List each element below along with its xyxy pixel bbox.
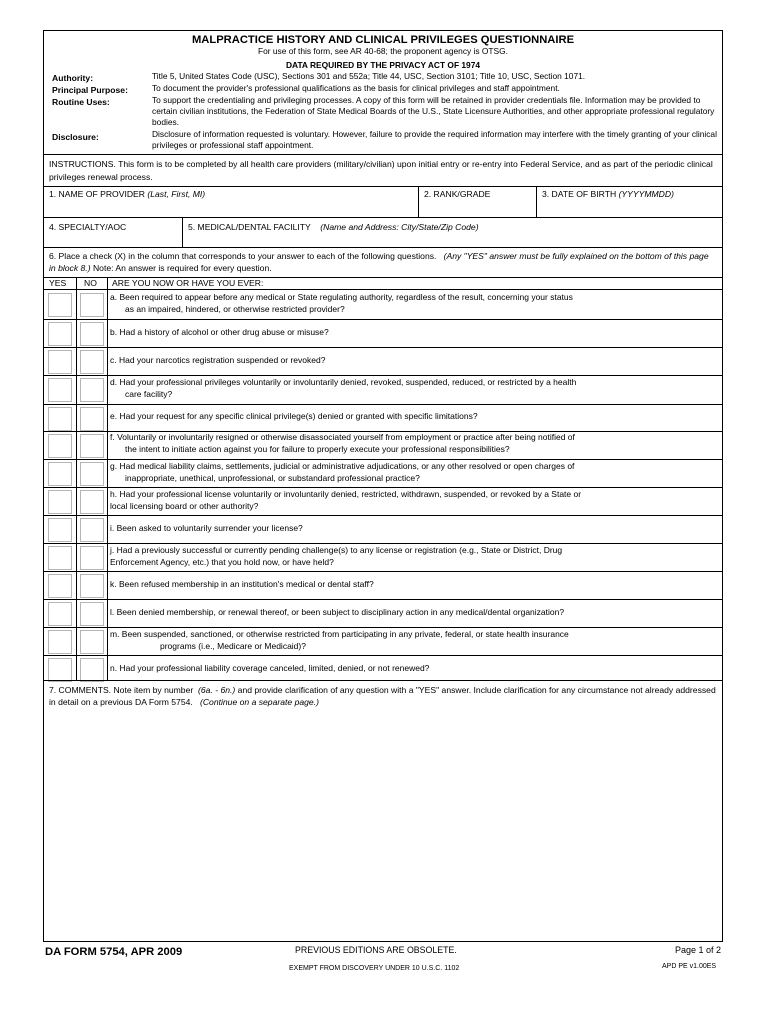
name-of-provider-field[interactable] bbox=[48, 200, 414, 215]
question-g-text: g. Had medical liability claims, settlements, judicial or administrative adjudications, or any other resolved or open charges of inappropriate, unethical, unprofessional, or substandard professional practice? bbox=[110, 461, 575, 483]
question-n-yes-checkbox[interactable] bbox=[48, 658, 72, 682]
date-of-birth-label: 3. DATE OF BIRTH (YYYYMMDD) bbox=[542, 189, 674, 199]
divider bbox=[44, 375, 722, 376]
medical-dental-facility-label: 5. MEDICAL/DENTAL FACILITY (Name and Address: City/State/Zip Code) bbox=[188, 222, 479, 232]
divider bbox=[44, 680, 722, 681]
question-m-no-checkbox[interactable] bbox=[80, 630, 104, 654]
questions-heading: ARE YOU NOW OR HAVE YOU EVER: bbox=[112, 278, 264, 288]
divider bbox=[44, 217, 722, 218]
divider bbox=[44, 655, 722, 656]
question-k-text: k. Been refused membership in an institution's medical or dental staff? bbox=[110, 579, 374, 589]
question-a-no-checkbox[interactable] bbox=[80, 293, 104, 317]
disclosure-text: Disclosure of information requested is voluntary. However, failure to provide the required information may interfere with the timely granting of your clinical privileges or professional staff appointment. bbox=[152, 129, 717, 150]
divider bbox=[44, 571, 722, 572]
specialty-aoc-field[interactable] bbox=[48, 233, 178, 245]
yes-column-header: YES bbox=[49, 278, 67, 288]
question-n-no-checkbox[interactable] bbox=[80, 658, 104, 682]
question-c-yes-checkbox[interactable] bbox=[48, 350, 72, 374]
question-b-yes-checkbox[interactable] bbox=[48, 322, 72, 346]
question-j-no-checkbox[interactable] bbox=[80, 546, 104, 570]
question-m-text: m. Been suspended, sanctioned, or otherwise restricted from participating in any private, federal, or state health insurance programs (i.e., Medicare or Medicaid)? bbox=[110, 629, 569, 651]
divider bbox=[44, 543, 722, 544]
question-a-text: a. Been required to appear before any medical or State regulating authority, regardless of the result, concerning your status as an impaired, hindered, or otherwise restricted provider? bbox=[110, 292, 573, 314]
question-d-yes-checkbox[interactable] bbox=[48, 378, 72, 402]
routine-label: Routine Uses: bbox=[52, 97, 110, 107]
question-a-yes-checkbox[interactable] bbox=[48, 293, 72, 317]
divider bbox=[44, 515, 722, 516]
question-h-yes-checkbox[interactable] bbox=[48, 490, 72, 514]
question-d-no-checkbox[interactable] bbox=[80, 378, 104, 402]
divider bbox=[418, 186, 419, 217]
page-number: Page 1 of 2 bbox=[675, 945, 722, 955]
question-k-no-checkbox[interactable] bbox=[80, 574, 104, 598]
divider bbox=[536, 186, 537, 217]
divider bbox=[44, 487, 722, 488]
obsolete-notice: PREVIOUS EDITIONS ARE OBSOLETE. bbox=[295, 945, 457, 955]
question-g-no-checkbox[interactable] bbox=[80, 462, 104, 486]
authority-text: Title 5, United States Code (USC), Sections 301 and 552a; Title 44, USC, Section 3101; Title 10, USC, Section 1071. bbox=[152, 71, 586, 81]
privacy-heading: DATA REQUIRED BY THE PRIVACY ACT OF 1974 bbox=[285, 60, 481, 70]
question-l-yes-checkbox[interactable] bbox=[48, 602, 72, 626]
question-j-text: j. Had a previously successful or currently pending challenge(s) to any license or registration (e.g., State or District, Drug Enforcement Agency, etc.) that you hold now, or have held? bbox=[110, 545, 563, 567]
exempt-notice: EXEMPT FROM DISCOVERY UNDER 10 U.S.C. 1102 bbox=[289, 965, 460, 972]
divider bbox=[44, 289, 722, 290]
question-e-yes-checkbox[interactable] bbox=[48, 407, 72, 431]
form-subtitle: For use of this form, see AR 40-68; the proponent agency is OTSG. bbox=[258, 46, 508, 56]
question-e-text: e. Had your request for any specific clinical privilege(s) denied or granted with specific limitations? bbox=[110, 411, 478, 421]
question-m-yes-checkbox[interactable] bbox=[48, 630, 72, 654]
question-d-text: d. Had your professional privileges voluntarily or involuntarily denied, revoked, suspended, reduced, or restricted by a health care facility? bbox=[110, 377, 577, 399]
form-frame bbox=[43, 30, 723, 942]
comments-field[interactable] bbox=[48, 711, 718, 937]
question-n-text: n. Had your professional liability coverage canceled, limited, denied, or not renewed? bbox=[110, 663, 430, 673]
question-j-yes-checkbox[interactable] bbox=[48, 546, 72, 570]
question-i-yes-checkbox[interactable] bbox=[48, 518, 72, 542]
divider bbox=[44, 347, 722, 348]
authority-label: Authority: bbox=[52, 73, 94, 83]
question-b-text: b. Had a history of alcohol or other drug abuse or misuse? bbox=[110, 327, 329, 337]
divider bbox=[182, 217, 183, 247]
question-i-text: i. Been asked to voluntarily surrender your license? bbox=[110, 523, 303, 533]
date-of-birth-field[interactable] bbox=[540, 200, 720, 215]
divider bbox=[107, 277, 108, 680]
form-number: DA FORM 5754, APR 2009 bbox=[45, 946, 183, 958]
divider bbox=[44, 186, 722, 187]
question-b-no-checkbox[interactable] bbox=[80, 322, 104, 346]
divider bbox=[44, 459, 722, 460]
rank-grade-field[interactable] bbox=[422, 200, 532, 215]
question-e-no-checkbox[interactable] bbox=[80, 407, 104, 431]
question-f-yes-checkbox[interactable] bbox=[48, 434, 72, 458]
purpose-text: To document the provider's professional qualifications as the basis for clinical privileges and staff appointment. bbox=[152, 83, 560, 93]
routine-text: To support the credentialing and privileging processes. A copy of this form will be retained in provider credentials file. Information may be provided to certain civilian institutions, the Federation of State Medical Boards of the U.S., State Licensure Authorities, and other appropriate professional regulatory bodies. bbox=[152, 95, 715, 127]
block6-instructions: 6. Place a check (X) in the column that corresponds to your answer to each of the following questions. (Any "YES" answer must be fully explained on the bottom of this page in block 8.) Note: An answer is required for every question. bbox=[49, 251, 709, 273]
name-of-provider-label: 1. NAME OF PROVIDER (Last, First, MI) bbox=[49, 189, 206, 199]
divider bbox=[44, 599, 722, 600]
form-title: MALPRACTICE HISTORY AND CLINICAL PRIVILEGES QUESTIONNAIRE bbox=[191, 34, 575, 46]
question-g-yes-checkbox[interactable] bbox=[48, 462, 72, 486]
purpose-label: Principal Purpose: bbox=[52, 85, 128, 95]
question-c-text: c. Had your narcotics registration suspended or revoked? bbox=[110, 355, 326, 365]
divider bbox=[44, 247, 722, 248]
divider bbox=[44, 404, 722, 405]
comments-instructions: 7. COMMENTS. Note item by number (6a. - 6n.) and provide clarification of any question with a "YES" answer. Include clarification for any circumstance not already addressed in detail on a previous DA Form 5754. (Continue on a separate page.) bbox=[49, 685, 716, 707]
question-l-no-checkbox[interactable] bbox=[80, 602, 104, 626]
question-h-no-checkbox[interactable] bbox=[80, 490, 104, 514]
question-l-text: l. Been denied membership, or renewal thereof, or been subject to disciplinary action in any medical/dental organization? bbox=[110, 607, 565, 617]
question-k-yes-checkbox[interactable] bbox=[48, 574, 72, 598]
divider bbox=[44, 627, 722, 628]
divider bbox=[44, 154, 722, 155]
question-h-text: h. Had your professional license voluntarily or involuntarily denied, restricted, withdrawn, suspended, or revoked by a State or local licensing board or other authority? bbox=[110, 489, 582, 511]
instructions: INSTRUCTIONS. This form is to be completed by all health care providers (military/civilian) upon initial entry or re-entry into Federal Service, and as part of the periodic clinical privileges renewal process. bbox=[49, 159, 713, 182]
specialty-aoc-label: 4. SPECIALTY/AOC bbox=[49, 222, 127, 232]
question-f-text: f. Voluntarily or involuntarily resigned or otherwise disassociated yourself from employment or practice after being notified of the intent to initiate action against you for failure to properly execute your professional responsibilities? bbox=[110, 432, 575, 454]
disclosure-label: Disclosure: bbox=[52, 132, 99, 142]
no-column-header: NO bbox=[84, 278, 97, 288]
question-f-no-checkbox[interactable] bbox=[80, 434, 104, 458]
rank-grade-label: 2. RANK/GRADE bbox=[424, 189, 491, 199]
question-c-no-checkbox[interactable] bbox=[80, 350, 104, 374]
question-i-no-checkbox[interactable] bbox=[80, 518, 104, 542]
divider bbox=[76, 277, 77, 680]
version-label: APD PE v1.00ES bbox=[662, 963, 717, 970]
medical-dental-facility-field[interactable] bbox=[186, 233, 720, 245]
divider bbox=[44, 319, 722, 320]
